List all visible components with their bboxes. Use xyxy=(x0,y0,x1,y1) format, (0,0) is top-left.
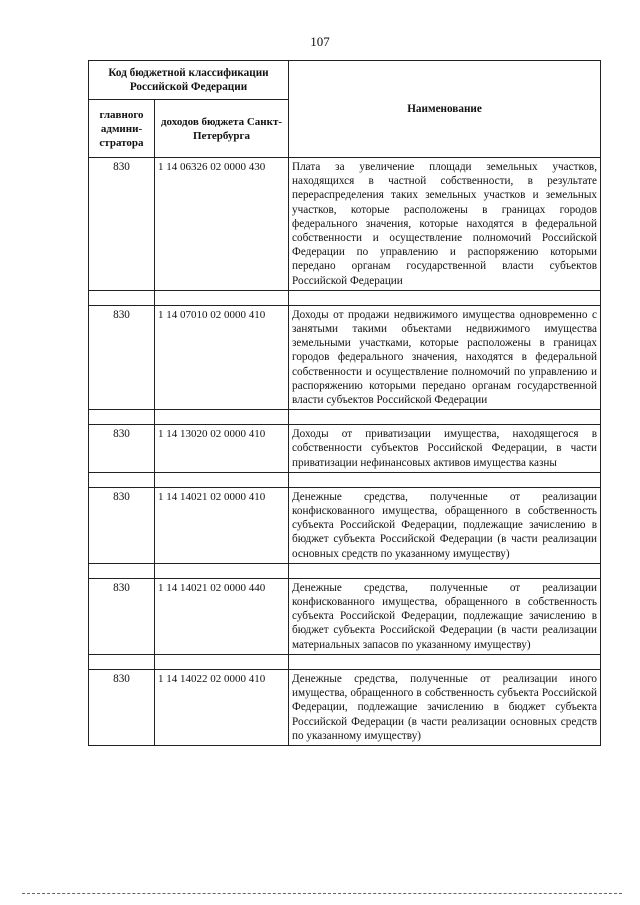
row-spacer xyxy=(89,563,601,578)
income-name: Доходы от продажи недвижимого имущества одновременно с занятыми такими объектами недвижимого имущества земельными участками, которые расположены в границах городов федерального значения, находятся в федеральной собственности и осуществление полномочий по управлению и распоряжению которыми передано органам государственной власти субъектов Российской Федерации xyxy=(289,305,601,409)
income-code: 1 14 14021 02 0000 440 xyxy=(155,578,289,654)
row-spacer xyxy=(89,654,601,669)
income-code: 1 14 14022 02 0000 410 xyxy=(155,669,289,745)
table-row xyxy=(89,669,601,745)
row-spacer xyxy=(89,410,601,425)
admin-code: 830 xyxy=(89,669,155,745)
header-admin: главного админи-стратора xyxy=(89,100,155,158)
admin-code: 830 xyxy=(89,305,155,409)
budget-classification-table xyxy=(88,60,601,746)
table-row xyxy=(89,425,601,473)
table-row xyxy=(89,578,601,654)
admin-code: 830 xyxy=(89,487,155,563)
table-row xyxy=(89,305,601,409)
page-number: 107 xyxy=(310,34,330,49)
table-row xyxy=(89,487,601,563)
row-spacer xyxy=(89,290,601,305)
admin-code: 830 xyxy=(89,158,155,291)
header-budget-code: Код бюджетной классификации Российской Федерации xyxy=(89,61,289,100)
income-code: 1 14 07010 02 0000 410 xyxy=(155,305,289,409)
income-name: Денежные средства, полученные от реализации конфискованного имущества, обращенного в собственность субъекта Российской Федерации, подлежащие зачислению в бюджет субъекта Российской Федерации (в части реализации материальных запасов по указанному имуществу) xyxy=(289,578,601,654)
admin-code: 830 xyxy=(89,425,155,473)
income-code: 1 14 06326 02 0000 430 xyxy=(155,158,289,291)
income-name: Доходы от приватизации имущества, находящегося в собственности субъектов Российской Федерации, в части приватизации нефинансовых активов имущества казны xyxy=(289,425,601,473)
income-name: Плата за увеличение площади земельных участков, находящихся в частной собственности, в результате перераспределения таких земельных участков и земельных участков, которые расположены в границах городов федерального значения, которые находятся в федеральной собственности и осуществление полномочий Российской Федерации по управлению и распоряжению которыми передано органам государственной власти субъектов Российской Федерации xyxy=(289,158,601,291)
income-code: 1 14 14021 02 0000 410 xyxy=(155,487,289,563)
header-name: Наименование xyxy=(289,61,601,158)
footer-divider xyxy=(22,893,622,894)
income-name: Денежные средства, полученные от реализации конфискованного имущества, обращенного в собственность субъекта Российской Федерации, подлежащие зачислению в бюджет субъекта Российской Федерации (в части реализации основных средств по указанному имуществу) xyxy=(289,487,601,563)
row-spacer xyxy=(89,472,601,487)
header-income-code: доходов бюджета Санкт-Петербурга xyxy=(155,100,289,158)
admin-code: 830 xyxy=(89,578,155,654)
income-code: 1 14 13020 02 0000 410 xyxy=(155,425,289,473)
table-row xyxy=(89,158,601,291)
income-name: Денежные средства, полученные от реализации иного имущества, обращенного в собственность субъекта Российской Федерации, подлежащие зачислению в бюджет субъекта Российской Федерации (в части реализации основных средств по указанному имуществу) xyxy=(289,669,601,745)
